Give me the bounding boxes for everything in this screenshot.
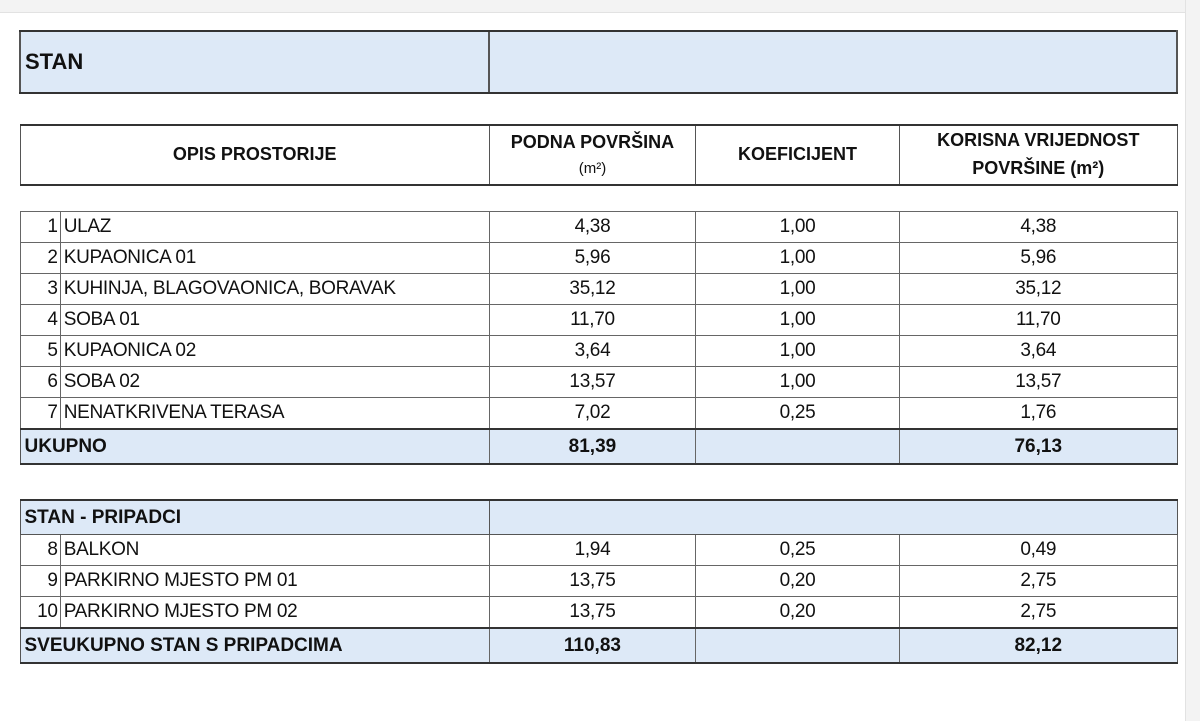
row-number: 2 [20,243,60,274]
section-header-empty [489,31,1177,93]
row-number: 6 [20,367,60,398]
row-korisna: 1,76 [900,398,1177,430]
row-povrsina: 35,12 [489,274,695,305]
row-korisna: 11,70 [900,305,1177,336]
row-povrsina: 7,02 [489,398,695,430]
row-korisna: 2,75 [900,566,1177,597]
row-korisna: 35,12 [900,274,1177,305]
table-row [20,597,1177,629]
column-header-row [20,125,1177,185]
row-povrsina: 1,94 [489,535,695,566]
grand-total-row [20,628,1177,663]
spacer-row [20,464,1177,500]
total-povrsina: 81,39 [489,429,695,464]
row-name: BALKON [60,535,489,566]
total-row [20,429,1177,464]
row-koeficijent: 1,00 [695,336,899,367]
row-number: 3 [20,274,60,305]
row-korisna: 5,96 [900,243,1177,274]
total-label: UKUPNO [20,429,489,464]
row-number: 7 [20,398,60,430]
grand-total-koeficijent-empty [695,628,899,663]
row-name: PARKIRNO MJESTO PM 01 [60,566,489,597]
table-row [20,398,1177,430]
col-header-korisna [900,125,1177,185]
row-name: SOBA 01 [60,305,489,336]
row-povrsina: 3,64 [489,336,695,367]
row-korisna: 13,57 [900,367,1177,398]
section-header-row [20,31,1177,93]
row-name: KUPAONICA 02 [60,336,489,367]
room-rows [20,212,1177,430]
row-povrsina: 13,57 [489,367,695,398]
row-korisna: 0,49 [900,535,1177,566]
row-korisna: 4,38 [900,212,1177,243]
table-row [20,535,1177,566]
table-row [20,243,1177,274]
row-name: KUPAONICA 01 [60,243,489,274]
row-povrsina: 13,75 [489,566,695,597]
pripadci-header-empty [489,500,1177,535]
row-koeficijent: 0,20 [695,597,899,629]
row-koeficijent: 1,00 [695,243,899,274]
total-korisna: 76,13 [900,429,1177,464]
row-name: ULAZ [60,212,489,243]
row-koeficijent: 0,25 [695,398,899,430]
table-row [20,305,1177,336]
row-name: SOBA 02 [60,367,489,398]
pripadci-rows [20,535,1177,629]
row-number: 10 [20,597,60,629]
row-number: 5 [20,336,60,367]
table-row [20,566,1177,597]
row-koeficijent: 1,00 [695,367,899,398]
row-koeficijent: 0,25 [695,535,899,566]
pripadci-header-row [20,500,1177,535]
row-povrsina: 13,75 [489,597,695,629]
col-header-povrsina [489,125,695,185]
row-koeficijent: 1,00 [695,274,899,305]
row-povrsina: 11,70 [489,305,695,336]
row-number: 9 [20,566,60,597]
col-header-opis: OPIS PROSTORIJE [20,125,489,185]
row-number: 1 [20,212,60,243]
grand-total-povrsina: 110,83 [489,628,695,663]
col-header-koeficijent: KOEFICIJENT [695,125,899,185]
row-koeficijent: 1,00 [695,305,899,336]
grand-total-label: SVEUKUPNO STAN S PRIPADCIMA [20,628,489,663]
table-row [20,212,1177,243]
row-povrsina: 4,38 [489,212,695,243]
row-name: NENATKRIVENA TERASA [60,398,489,430]
table-row [20,336,1177,367]
row-koeficijent: 0,20 [695,566,899,597]
total-koeficijent-empty [695,429,899,464]
row-koeficijent: 1,00 [695,212,899,243]
col-header-povrsina-unit: (m²) [578,160,607,178]
row-name: PARKIRNO MJESTO PM 02 [60,597,489,629]
spacer-row [20,185,1177,212]
area-table [19,30,1178,664]
table-row [20,274,1177,305]
row-number: 8 [20,535,60,566]
row-name: KUHINJA, BLAGOVAONICA, BORAVAK [60,274,489,305]
row-korisna: 2,75 [900,597,1177,629]
section-title: STAN [20,31,489,93]
row-korisna: 3,64 [900,336,1177,367]
row-number: 4 [20,305,60,336]
col-header-korisna-line2: POVRŠINE (m²) [972,158,1105,178]
col-header-korisna-line1: KORISNA VRIJEDNOST [937,130,1140,151]
grand-total-korisna: 82,12 [900,628,1177,663]
spacer-row [20,93,1177,125]
table-row [20,367,1177,398]
pripadci-title: STAN - PRIPADCI [20,500,489,535]
col-header-povrsina-label: PODNA POVRŠINA [510,132,675,153]
row-povrsina: 5,96 [489,243,695,274]
